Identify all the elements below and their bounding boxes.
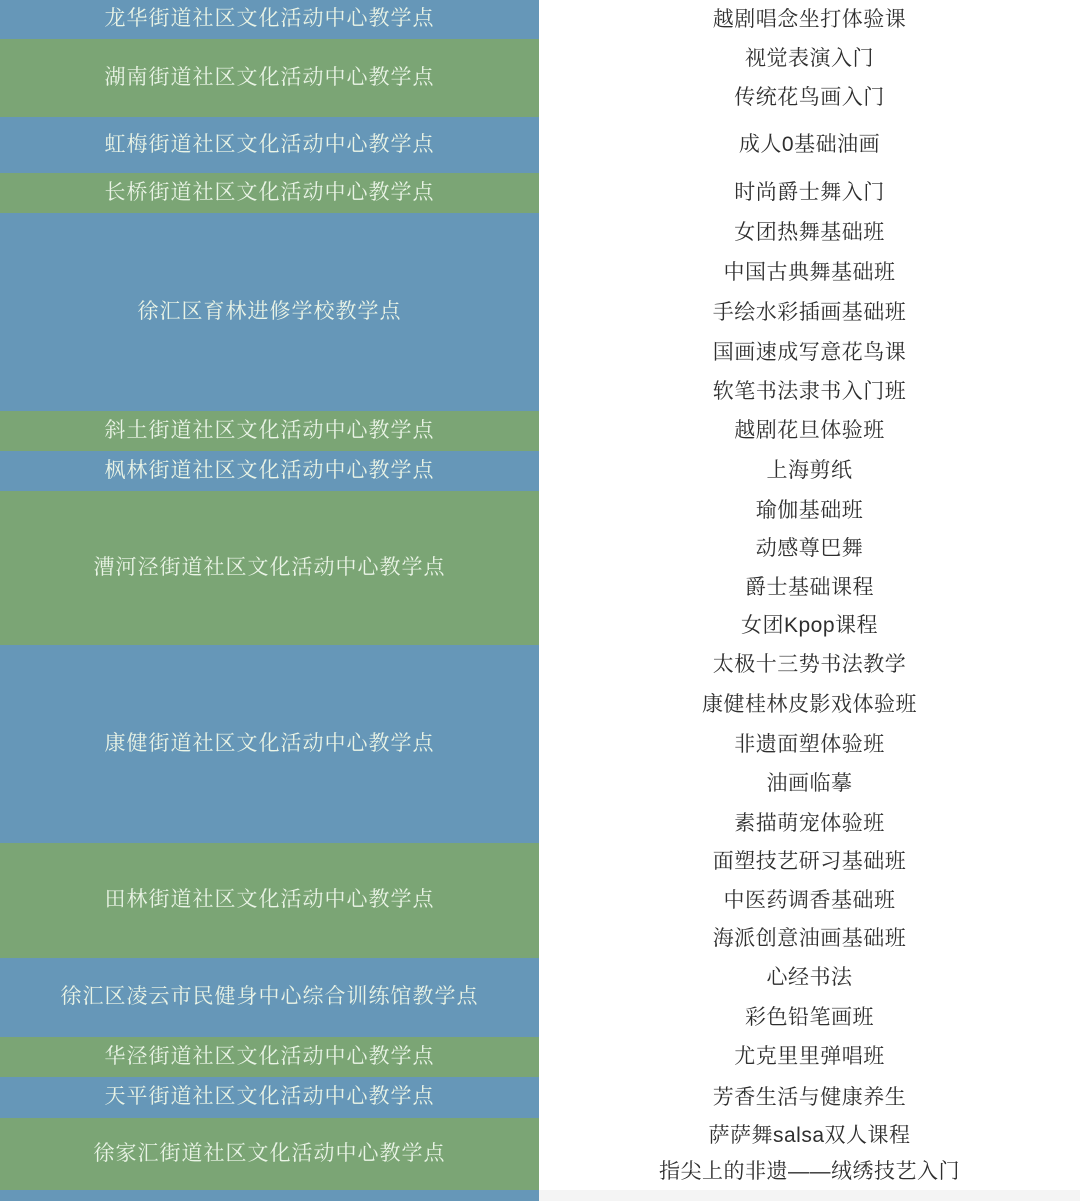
course-cell — [539, 213, 1080, 253]
table-row — [0, 0, 1080, 39]
course-cell — [539, 920, 1080, 958]
site-cell — [0, 491, 539, 645]
course-cell — [539, 293, 1080, 333]
course-cell — [539, 607, 1080, 645]
site-cell — [0, 451, 539, 491]
course-label: 面塑技艺研习基础班 — [712, 850, 907, 874]
course-label: 油画临摹 — [766, 772, 853, 796]
site-cell — [0, 0, 539, 39]
course-label: 尤克里里弹唱班 — [734, 1045, 885, 1069]
course-label: 视觉表演入门 — [745, 46, 874, 70]
table-row — [0, 39, 1080, 78]
course-cell — [539, 0, 1080, 39]
table-row — [0, 1037, 1080, 1077]
course-cell — [539, 117, 1080, 173]
site-cell — [0, 843, 539, 958]
course-cell — [539, 645, 1080, 685]
course-label: 非遗面塑体验班 — [734, 732, 885, 756]
course-cell — [539, 843, 1080, 881]
course-label: 国画速成写意花鸟课 — [712, 340, 907, 364]
course-label: 瑜伽基础班 — [755, 498, 864, 522]
course-cell — [539, 764, 1080, 804]
course-label: 彩色铅笔画班 — [745, 1005, 874, 1029]
partial-bottom-row — [0, 1190, 1080, 1201]
course-label: 女团Kpop课程 — [740, 614, 879, 638]
site-label: 龙华街道社区文化活动中心教学点 — [104, 7, 435, 31]
table-row — [0, 173, 1080, 213]
site-cell — [0, 39, 539, 117]
table-row — [0, 213, 1080, 253]
course-label: 中国古典舞基础班 — [723, 261, 896, 285]
table-row — [0, 1077, 1080, 1118]
course-label: 心经书法 — [766, 966, 853, 990]
course-cell — [539, 685, 1080, 725]
course-label: 时尚爵士舞入门 — [734, 181, 885, 205]
course-label: 太极十三势书法教学 — [712, 653, 907, 677]
site-label: 湖南街道社区文化活动中心教学点 — [104, 65, 435, 89]
course-cell — [539, 491, 1080, 530]
site-label: 康健街道社区文化活动中心教学点 — [104, 731, 435, 755]
course-label: 传统花鸟画入门 — [734, 85, 885, 109]
course-cell — [539, 881, 1080, 920]
table-row — [0, 645, 1080, 685]
site-label: 田林街道社区文化活动中心教学点 — [104, 888, 435, 912]
course-cell — [539, 725, 1080, 764]
course-cell — [539, 1118, 1080, 1154]
course-label: 越剧花旦体验班 — [734, 419, 885, 443]
site-cell — [0, 1118, 539, 1190]
course-label: 素描萌宠体验班 — [734, 811, 885, 835]
course-cell — [539, 451, 1080, 491]
partial-course-cell — [539, 1190, 1080, 1201]
site-label: 徐家汇街道社区文化活动中心教学点 — [93, 1141, 446, 1165]
course-cell — [539, 333, 1080, 372]
course-cell — [539, 998, 1080, 1037]
course-cell — [539, 1154, 1080, 1190]
site-cell — [0, 645, 539, 843]
site-cell — [0, 1077, 539, 1118]
course-cell — [539, 530, 1080, 568]
course-cell — [539, 958, 1080, 998]
table-row — [0, 843, 1080, 881]
site-label: 华泾街道社区文化活动中心教学点 — [104, 1044, 435, 1068]
course-cell — [539, 253, 1080, 293]
course-label: 手绘水彩插画基础班 — [712, 301, 907, 325]
course-cell — [539, 39, 1080, 78]
course-label: 女团热舞基础班 — [734, 221, 885, 245]
course-label: 中医药调香基础班 — [723, 888, 896, 912]
course-label: 爵士基础课程 — [745, 575, 874, 599]
table-row — [0, 411, 1080, 451]
site-label: 斜土街道社区文化活动中心教学点 — [104, 418, 435, 442]
course-label: 指尖上的非遗——绒绣技艺入门 — [659, 1160, 960, 1184]
site-label: 漕河泾街道社区文化活动中心教学点 — [93, 555, 446, 579]
course-cell — [539, 804, 1080, 843]
course-label: 萨萨舞salsa双人课程 — [708, 1124, 911, 1148]
site-cell — [0, 173, 539, 213]
course-cell — [539, 173, 1080, 213]
site-cell — [0, 117, 539, 173]
course-cell — [539, 1077, 1080, 1118]
course-label: 康健桂林皮影戏体验班 — [702, 693, 917, 717]
course-cell — [539, 411, 1080, 451]
partial-site-cell — [0, 1190, 539, 1201]
course-label: 上海剪纸 — [766, 459, 853, 483]
table-row — [0, 1118, 1080, 1154]
course-cell — [539, 78, 1080, 117]
site-cell — [0, 1037, 539, 1077]
course-cell — [539, 1037, 1080, 1077]
course-label: 动感尊巴舞 — [755, 537, 864, 561]
course-cell — [539, 372, 1080, 411]
table-row — [0, 451, 1080, 491]
site-cell — [0, 411, 539, 451]
site-label: 长桥街道社区文化活动中心教学点 — [104, 180, 435, 204]
table-row — [0, 958, 1080, 998]
course-label: 海派创意油画基础班 — [712, 927, 907, 951]
site-label: 徐汇区凌云市民健身中心综合训练馆教学点 — [60, 985, 479, 1009]
site-label: 枫林街道社区文化活动中心教学点 — [104, 458, 435, 482]
course-label: 芳香生活与健康养生 — [712, 1085, 907, 1109]
site-cell — [0, 213, 539, 411]
course-cell — [539, 568, 1080, 607]
site-label: 虹梅街道社区文化活动中心教学点 — [104, 132, 435, 156]
course-label: 越剧唱念坐打体验课 — [712, 7, 907, 31]
course-label: 成人0基础油画 — [738, 133, 881, 157]
table-row — [0, 491, 1080, 530]
table-row — [0, 117, 1080, 173]
site-label: 天平街道社区文化活动中心教学点 — [104, 1085, 435, 1109]
site-label: 徐汇区育林进修学校教学点 — [137, 299, 402, 323]
course-label: 软笔书法隶书入门班 — [712, 379, 907, 403]
site-cell — [0, 958, 539, 1037]
